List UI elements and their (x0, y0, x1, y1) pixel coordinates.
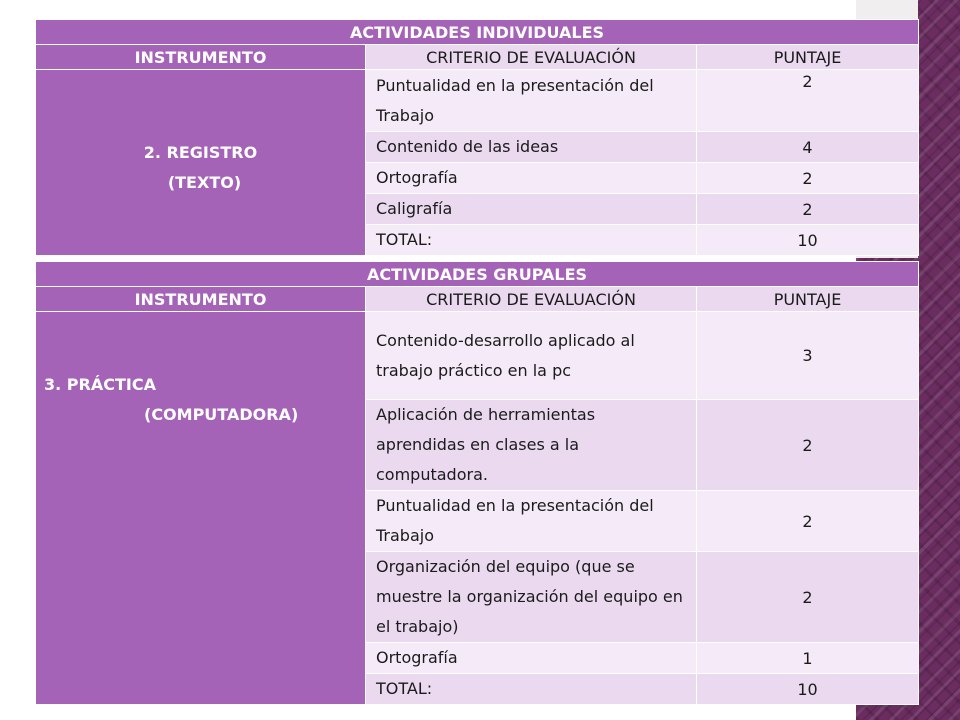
header-criterion: CRITERIO DE EVALUACIÓN (366, 45, 697, 70)
criterion-cell: Puntualidad en la presentación del Trabajo (366, 491, 697, 552)
table-row (36, 312, 919, 400)
criterion-cell: Contenido-desarrollo aplicado al trabajo práctico en la pc (366, 312, 697, 400)
header-criterion: CRITERIO DE EVALUACIÓN (366, 287, 697, 312)
score-cell: 4 (697, 132, 919, 163)
table-title: ACTIVIDADES GRUPALES (36, 262, 919, 287)
table-header-row (36, 45, 919, 70)
header-instrument: INSTRUMENTO (36, 45, 366, 70)
total-score: 10 (697, 225, 919, 256)
group-activities-table (35, 261, 919, 705)
score-cell: 3 (697, 312, 919, 400)
criterion-cell: Ortografía (366, 163, 697, 194)
header-score: PUNTAJE (697, 287, 919, 312)
score-cell: 1 (697, 643, 919, 674)
instrument-cell (36, 70, 366, 256)
total-label: TOTAL: (366, 674, 697, 705)
individual-activities-table (35, 19, 919, 256)
instrument-subtitle: (TEXTO) (167, 172, 242, 192)
instrument-subtitle: (COMPUTADORA) (144, 405, 299, 424)
criterion-cell: Ortografía (366, 643, 697, 674)
header-instrument: INSTRUMENTO (36, 287, 366, 312)
table-title: ACTIVIDADES INDIVIDUALES (36, 20, 919, 45)
criterion-cell: Caligrafía (366, 194, 697, 225)
table-header-row (36, 287, 919, 312)
criterion-cell: Puntualidad en la presentación del Trabajo (366, 70, 697, 132)
score-cell: 2 (697, 194, 919, 225)
instrument-name: 2. REGISTRO (143, 142, 258, 162)
header-score: PUNTAJE (697, 45, 919, 70)
instrument-cell (36, 312, 366, 705)
instrument-name: 3. PRÁCTICA (44, 375, 156, 394)
score-cell: 2 (697, 163, 919, 194)
criterion-cell: Aplicación de herramientas aprendidas en clases a la computadora. (366, 400, 697, 491)
criterion-cell: Organización del equipo (que se muestre la organización del equipo en el trabajo) (366, 552, 697, 643)
table-title-row (36, 20, 919, 45)
total-label: TOTAL: (366, 225, 697, 256)
table-row (36, 70, 919, 132)
table-title-row (36, 262, 919, 287)
score-cell: 2 (697, 491, 919, 552)
total-score: 10 (697, 674, 919, 705)
criterion-cell: Contenido de las ideas (366, 132, 697, 163)
score-cell: 2 (697, 400, 919, 491)
score-cell: 2 (697, 70, 919, 132)
score-cell: 2 (697, 552, 919, 643)
